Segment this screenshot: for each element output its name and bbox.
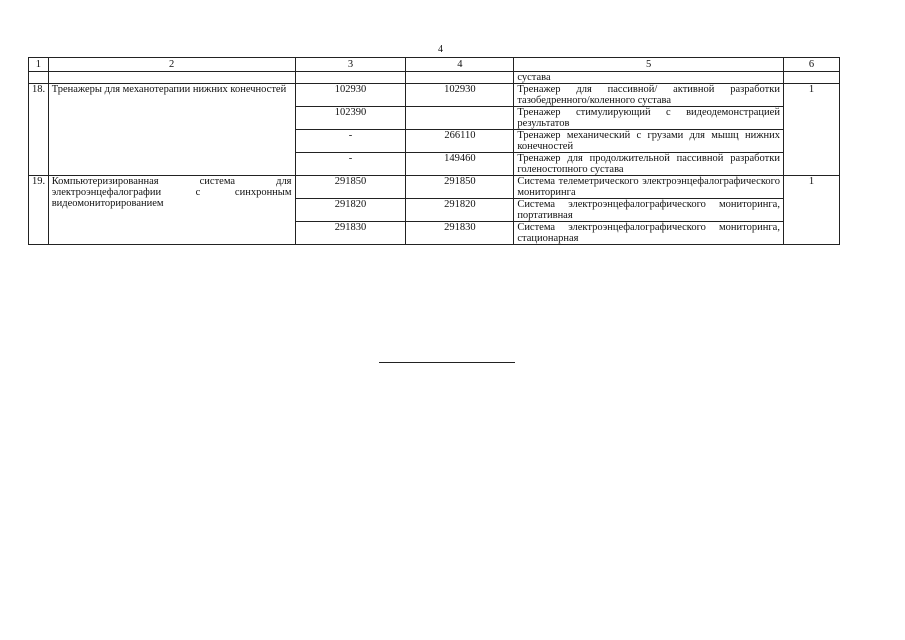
continuation-text: сустава xyxy=(514,72,784,84)
item-description: Тренажер для пассивной/ активной разработки тазобедренного/коленного сустава xyxy=(514,84,784,107)
item-name: Компьютеризированная система для электроэнцефалографии с синхронным видеомониторированием xyxy=(48,176,295,245)
page-number: 4 xyxy=(438,44,443,55)
code-col4: 266110 xyxy=(406,130,514,153)
code-col4: 291850 xyxy=(406,176,514,199)
equipment-table xyxy=(28,57,840,245)
column-header-6: 6 xyxy=(783,58,839,72)
column-header-1: 1 xyxy=(29,58,49,72)
code-col3: - xyxy=(295,153,406,176)
item-description: Система телеметрического электроэнцефалографического мониторинга xyxy=(514,176,784,199)
item-description: Система электроэнцефалографического мониторинга, стационарная xyxy=(514,222,784,245)
code-col4: 149460 xyxy=(406,153,514,176)
table-row xyxy=(29,176,840,199)
header-row xyxy=(29,58,840,72)
column-header-2: 2 xyxy=(48,58,295,72)
item-description: Тренажер стимулирующий с видеодемонстрацией результатов xyxy=(514,107,784,130)
code-col3: - xyxy=(295,130,406,153)
continuation-row xyxy=(29,72,840,84)
item-description: Тренажер механический с грузами для мышц нижних конечностей xyxy=(514,130,784,153)
column-header-4: 4 xyxy=(406,58,514,72)
item-number: 19. xyxy=(29,176,49,245)
end-divider xyxy=(379,362,515,363)
table-row xyxy=(29,84,840,107)
code-col3: 102930 xyxy=(295,84,406,107)
item-description: Тренажер для продолжительной пассивной разработки голеностопного сустава xyxy=(514,153,784,176)
item-quantity: 1 xyxy=(783,84,839,176)
code-col3: 291830 xyxy=(295,222,406,245)
item-quantity: 1 xyxy=(783,176,839,245)
item-name: Тренажеры для механотерапии нижних конечностей xyxy=(48,84,295,176)
column-header-3: 3 xyxy=(295,58,406,72)
code-col4: 291830 xyxy=(406,222,514,245)
code-col4: 102930 xyxy=(406,84,514,107)
column-header-5: 5 xyxy=(514,58,784,72)
code-col3: 291850 xyxy=(295,176,406,199)
code-col3: 291820 xyxy=(295,199,406,222)
code-col4: 291820 xyxy=(406,199,514,222)
item-description: Система электроэнцефалографического мониторинга, портативная xyxy=(514,199,784,222)
item-number: 18. xyxy=(29,84,49,176)
code-col3: 102390 xyxy=(295,107,406,130)
code-col4 xyxy=(406,107,514,130)
